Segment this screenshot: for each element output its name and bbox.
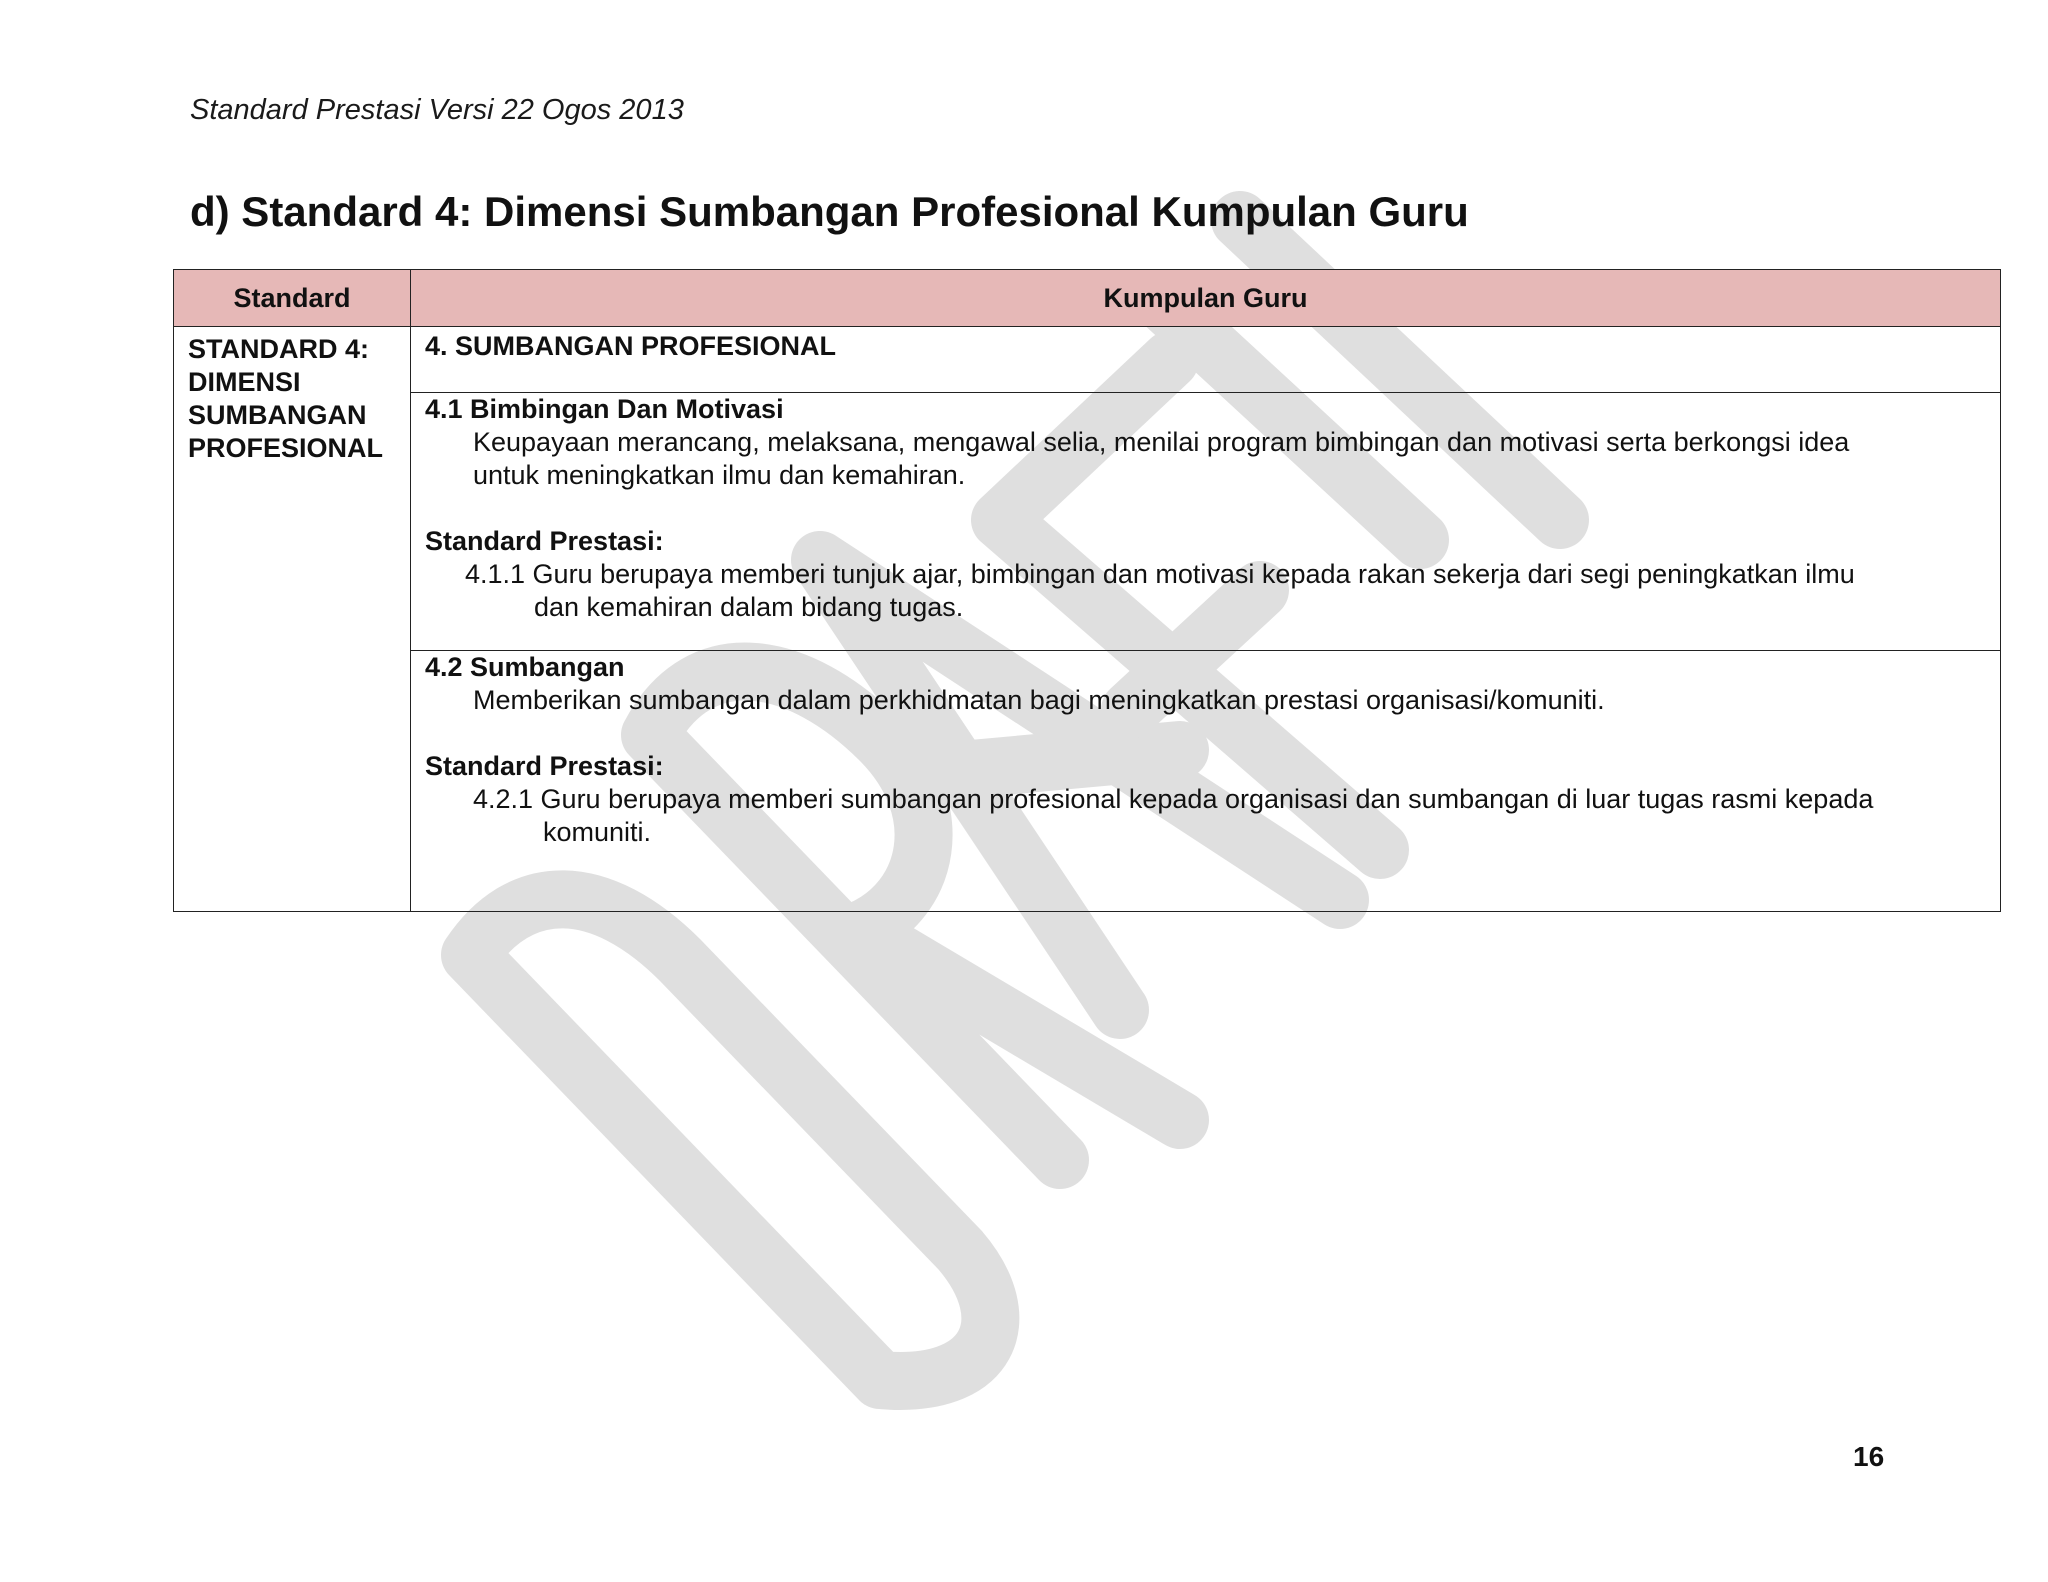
standard-name-line: STANDARD 4: [188,334,369,364]
section-4-2-title: 4.2 Sumbangan [425,651,625,682]
running-header: Standard Prestasi Versi 22 Ogos 2013 [190,94,684,126]
table-row [174,327,2001,393]
table-row [174,392,2001,650]
standard-name-cell [174,327,411,912]
section-4-2-cell [411,650,2001,911]
spacer [425,492,1986,525]
description-line: Keupayaan merancang, melaksana, mengawal selia, menilai program bimbingan dan motivasi serta berkongsi idea [473,426,1850,457]
section-4-1-description [425,426,1986,492]
section-4-2-standard-prestasi-label: Standard Prestasi: [425,750,664,781]
item-4-2-1 [425,783,1986,849]
description-line: untuk meningkatkan ilmu dan kemahiran. [473,459,966,490]
page-number: 16 [1853,1441,1885,1472]
section-4-1-standard-prestasi-label: Standard Prestasi: [425,525,664,556]
item-4-1-1 [425,558,1986,624]
standard-name-line: SUMBANGAN [188,400,367,430]
table-row [174,650,2001,911]
section-4-1-cell [411,392,2001,650]
section-title: d) Standard 4: Dimensi Sumbangan Profesional Kumpulan Guru [190,188,1469,235]
spacer [425,717,1986,750]
description-line: Memberikan sumbangan dalam perkhidmatan bagi meningkatkan prestasi organisasi/komuniti. [473,684,1605,715]
item-line: 4.1.1 Guru berupaya memberi tunjuk ajar, bimbingan dan motivasi kepada rakan sekerja dari segi peningkatkan ilmu [465,558,1855,589]
item-line: 4.2.1 Guru berupaya memberi sumbangan profesional kepada organisasi dan sumbangan di luar tugas rasmi kepada [473,783,1874,814]
table-header-row [174,270,2001,327]
main-heading-cell [411,327,2001,393]
standard-name-line: DIMENSI [188,367,301,397]
standard-name-line: PROFESIONAL [188,433,384,463]
column-header-kumpulan-guru: Kumpulan Guru [411,270,2001,327]
column-header-standard: Standard [174,270,411,327]
section-4-2-description [425,684,1986,717]
standard-table [173,269,2001,912]
section-4-1-title: 4.1 Bimbingan Dan Motivasi [425,393,784,424]
item-line: dan kemahiran dalam bidang tugas. [534,591,964,622]
item-line: komuniti. [543,816,652,847]
main-heading: 4. SUMBANGAN PROFESIONAL [425,331,837,361]
